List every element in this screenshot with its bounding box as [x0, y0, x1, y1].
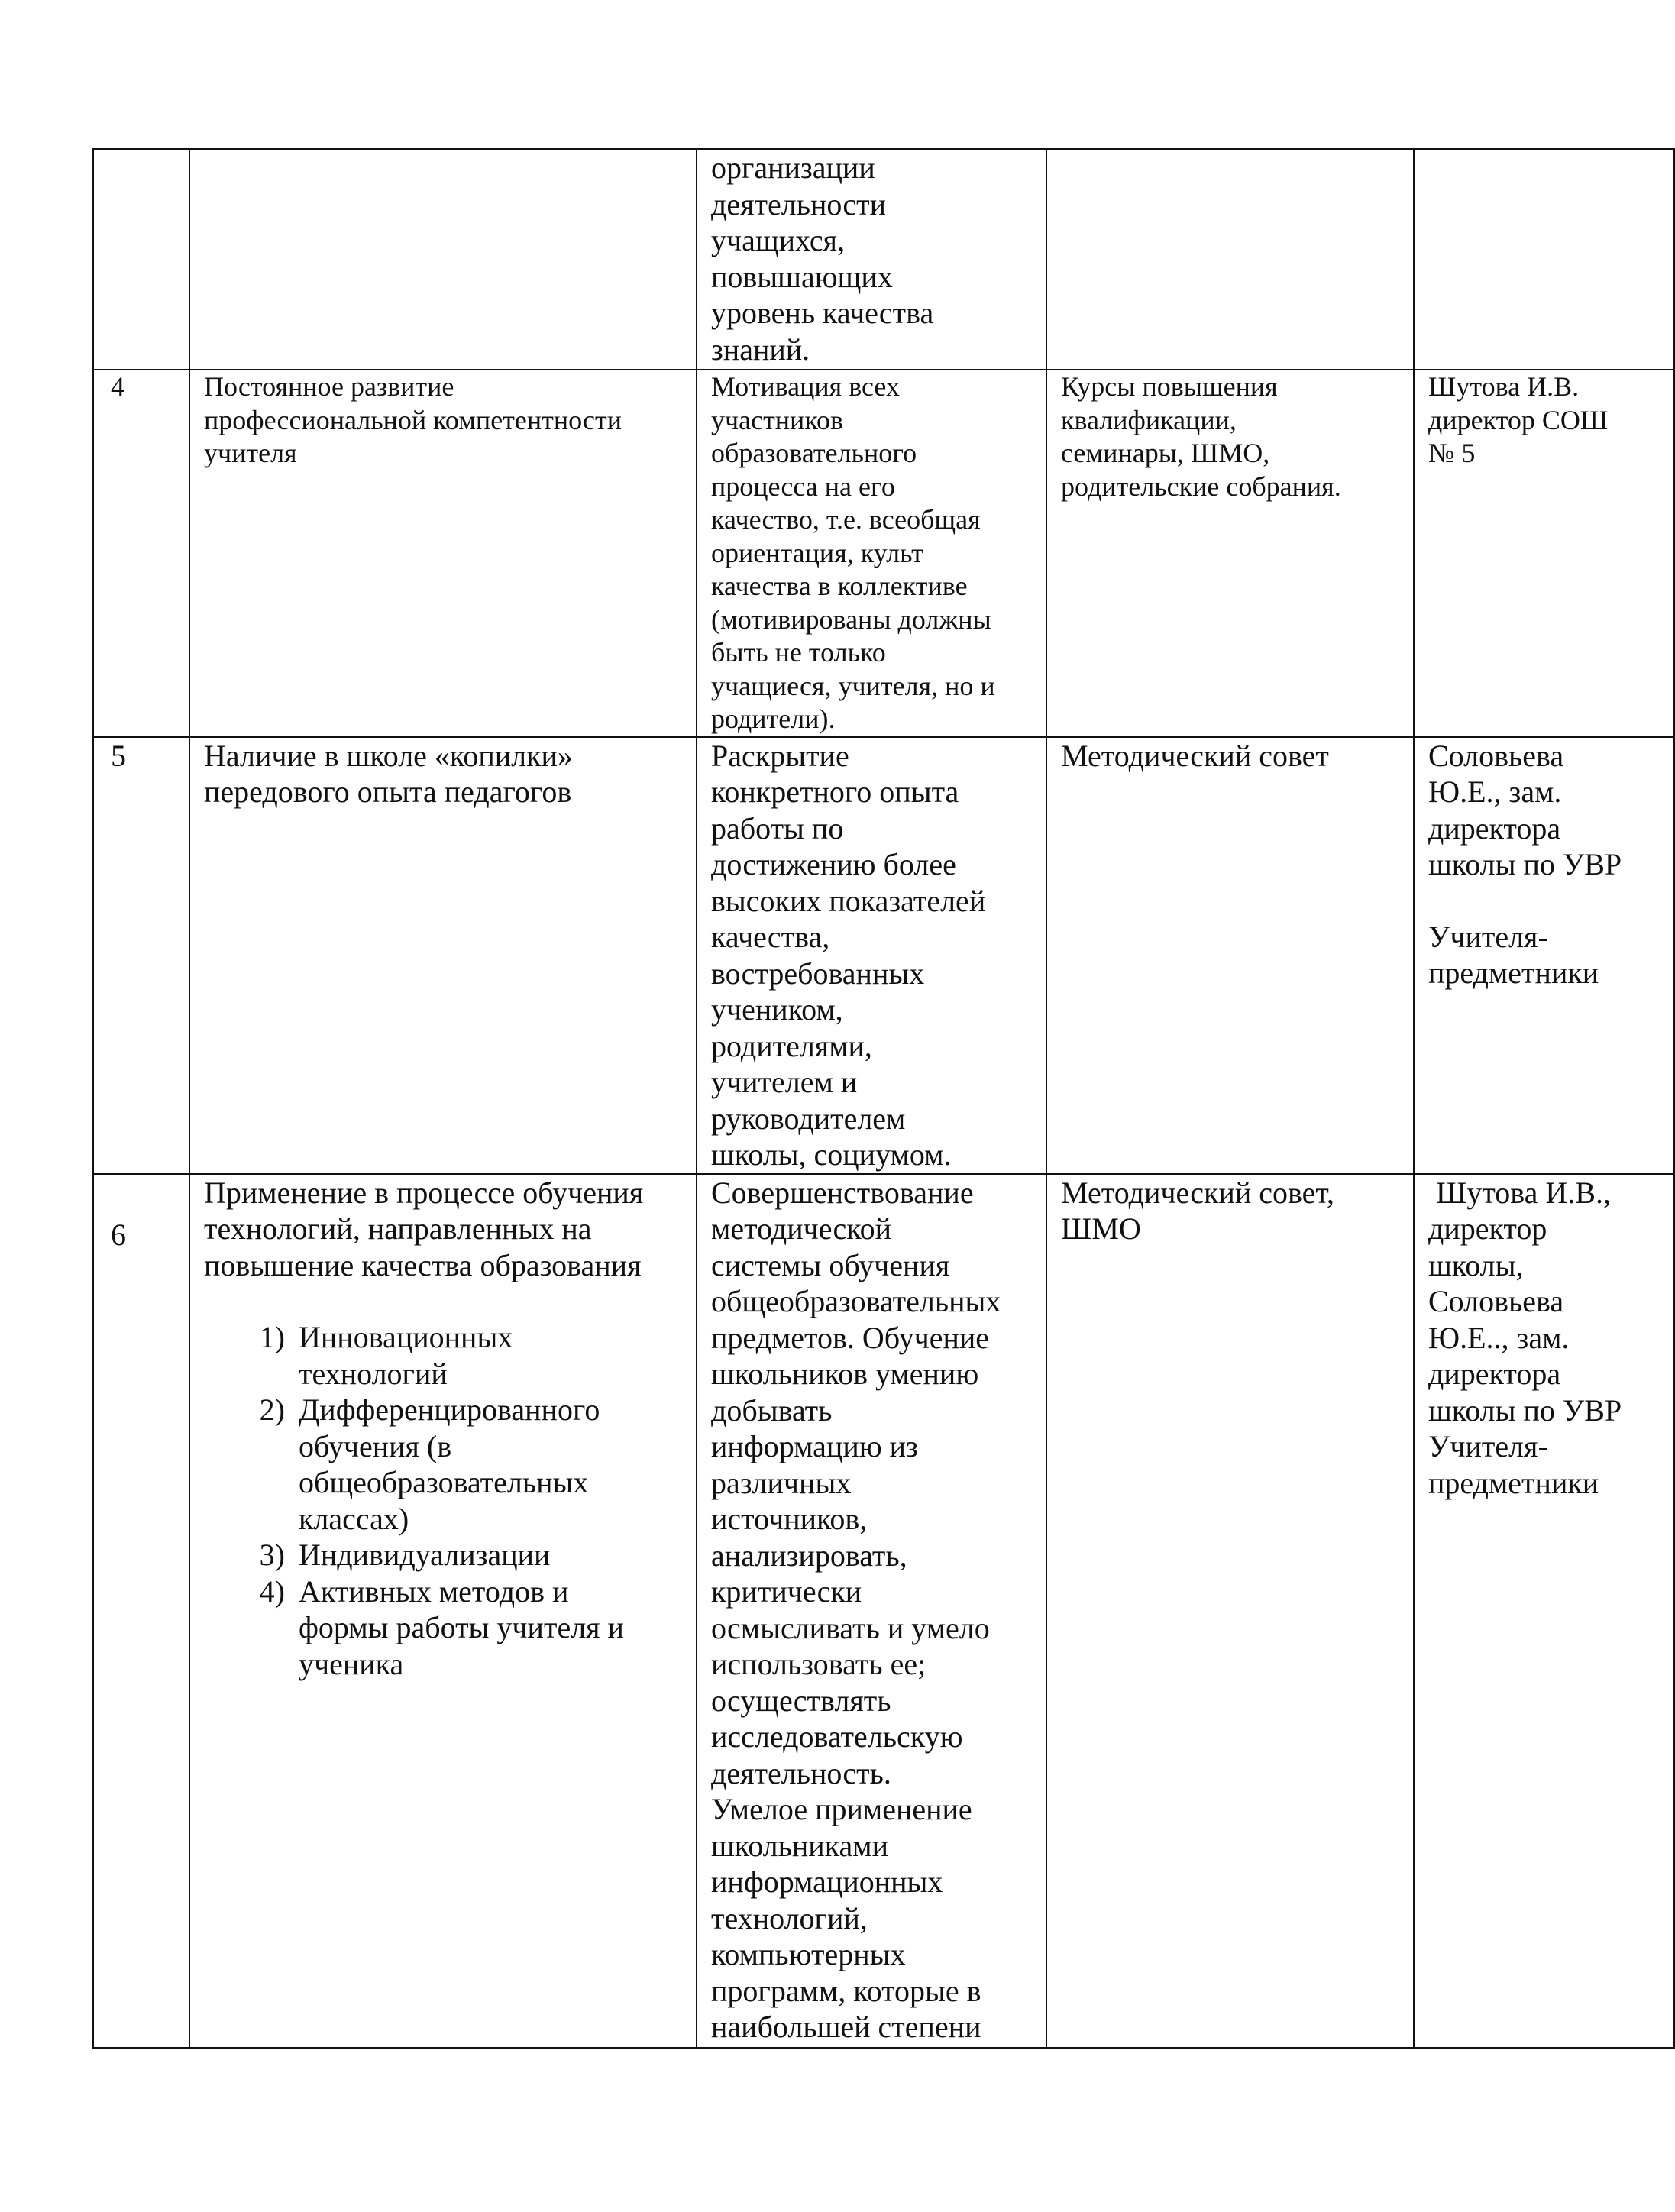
forms-cell: [1046, 370, 1414, 737]
text-line: (мотивированы должны: [711, 603, 991, 635]
text-line: компьютерных: [711, 1937, 906, 1971]
text-line: использовать ее;: [711, 1647, 926, 1681]
responsible-cell: [1414, 737, 1674, 1174]
text-line: обучения (в: [299, 1428, 452, 1463]
text-line: Инновационных: [299, 1320, 513, 1354]
criterion-cell: [189, 149, 697, 370]
text-line: осуществлять: [711, 1683, 891, 1718]
description-cell: [697, 1174, 1046, 2048]
text-line: Методический совет,: [1061, 1175, 1334, 1210]
text-line: повышающих: [711, 259, 893, 294]
text-line: источников,: [711, 1502, 868, 1536]
text-line: добывать: [711, 1392, 833, 1428]
text-line: семинары, ШМО,: [1061, 438, 1270, 468]
text-line: Соловьева: [1428, 738, 1564, 773]
text-line: Наличие в школе «копилки»: [204, 738, 573, 773]
text-line: Ю.Е., зам.: [1428, 775, 1562, 809]
text-line: школы,: [1428, 1247, 1524, 1282]
list-item-number: 4): [259, 1573, 285, 1609]
text-line: Постоянное развитие: [204, 371, 454, 402]
text-line: директора: [1428, 810, 1561, 846]
list-item-number: 1): [259, 1320, 285, 1354]
text-line: передового опыта педагогов: [204, 775, 572, 809]
text-line: организации: [711, 150, 875, 185]
text-line: Учителя-: [1428, 919, 1548, 954]
text-line: осмысливать и умело: [711, 1610, 990, 1645]
document-table: [92, 148, 1675, 2049]
text-line: повышение качества образования: [204, 1247, 642, 1282]
text-line: ориентация, культ: [711, 537, 923, 568]
text-line: работы по: [711, 810, 844, 846]
text-line: профессиональной компетентности: [204, 404, 622, 435]
list-item-text: [299, 1392, 688, 1537]
text-line: качества в коллективе: [711, 571, 968, 601]
text-line: школы, социумом.: [711, 1137, 952, 1172]
text-line: Соловьева: [1428, 1284, 1564, 1318]
text-line: анализировать,: [711, 1538, 907, 1573]
text-line: № 5: [1428, 438, 1476, 468]
text-line: различных: [711, 1465, 852, 1500]
text-line: участников: [711, 404, 843, 435]
text-line: классах): [299, 1501, 409, 1536]
paragraph-gap: [204, 1283, 688, 1319]
table-row: [93, 149, 1674, 370]
list-item: [204, 1573, 688, 1683]
text-line: Индивидуализации: [299, 1538, 551, 1572]
text-line: исследовательскую: [711, 1719, 963, 1754]
list-item: [204, 1537, 688, 1573]
text-line: информацию из: [711, 1429, 918, 1463]
text-line: Раскрытие: [711, 738, 849, 773]
row-number: 5: [111, 738, 126, 773]
list-item-text: [299, 1319, 688, 1392]
criterion-cell: [189, 737, 697, 1174]
text-line: деятельности: [711, 186, 886, 222]
text-line: Совершенствование: [711, 1175, 974, 1210]
text-line: общеобразовательных: [299, 1465, 589, 1499]
criterion-cell: [189, 370, 697, 737]
text-line: высоких показателей: [711, 883, 986, 918]
forms-cell: [1046, 737, 1414, 1174]
text-line: Применение в процессе обучения: [204, 1175, 644, 1210]
row-number-cell: [93, 149, 189, 370]
text-line: предметники: [1428, 1465, 1599, 1500]
row-number: 6: [111, 1217, 126, 1252]
text-line: программ, которые в: [711, 1973, 981, 2008]
text-line: процесса на его: [711, 471, 895, 502]
text-line: родители).: [711, 703, 836, 734]
text-line: учителя: [204, 438, 297, 468]
row-number-cell: [93, 370, 189, 737]
list-item-number: 3): [259, 1538, 285, 1572]
forms-cell: [1046, 149, 1414, 370]
text-line: Ю.Е.., зам.: [1428, 1320, 1570, 1355]
text-line: Мотивация всех: [711, 371, 900, 402]
text-line: уровень качества: [711, 296, 934, 330]
text-line: информационных: [711, 1864, 943, 1899]
row-number-cell: [93, 737, 189, 1174]
text-line: учащиеся, учителя, но и: [711, 670, 995, 701]
list-item: [204, 1392, 688, 1537]
text-line: качество, т.е. всеобщая: [711, 504, 981, 535]
text-line: востребованных: [711, 956, 925, 991]
text-line: Дифференцированного: [299, 1392, 600, 1427]
text-line: Шутова И.В.,: [1436, 1175, 1611, 1210]
text-line: родителями,: [711, 1028, 872, 1063]
description-cell: [697, 149, 1046, 370]
text-line: директор СОШ: [1428, 404, 1609, 435]
description-cell: [697, 370, 1046, 737]
text-line: образовательного: [711, 438, 917, 468]
list-item-number: 2): [259, 1392, 285, 1427]
text-line: Активных методов и: [299, 1573, 569, 1609]
text-line: Методический совет: [1061, 738, 1329, 773]
text-line: Учителя-: [1428, 1429, 1548, 1463]
text-line: директор: [1428, 1211, 1547, 1246]
text-line: знаний.: [711, 331, 810, 367]
list-item: [204, 1319, 688, 1392]
paragraph-gap: [1428, 883, 1666, 919]
list-item-text: [299, 1573, 688, 1683]
text-line: предметники: [1428, 956, 1599, 990]
text-line: Шутова И.В.: [1428, 371, 1580, 402]
text-line: школы по УВР: [1428, 1392, 1622, 1428]
text-line: формы работы учителя и: [299, 1610, 624, 1644]
row-number: 4: [111, 371, 124, 402]
technology-list: [204, 1319, 688, 1682]
description-cell: [697, 737, 1046, 1174]
responsible-cell: [1414, 370, 1674, 737]
text-line: руководителем: [711, 1101, 906, 1136]
text-line: Умелое применение: [711, 1792, 972, 1826]
text-line: ШМО: [1061, 1211, 1141, 1246]
text-line: методической: [711, 1211, 892, 1246]
text-line: системы обучения: [711, 1247, 950, 1282]
responsible-cell: [1414, 1174, 1674, 2048]
text-line: наибольшей степени: [711, 2010, 981, 2044]
text-line: общеобразовательных: [711, 1284, 1001, 1318]
text-line: школы по УВР: [1428, 847, 1622, 881]
text-line: критически: [711, 1574, 862, 1609]
table-row: [93, 1174, 1674, 2048]
table-row: [93, 370, 1674, 737]
text-line: школьниками: [711, 1828, 888, 1863]
text-line: технологий, направленных на: [204, 1211, 592, 1246]
row-number-cell: [93, 1174, 189, 2048]
responsible-cell: [1414, 149, 1674, 370]
text-line: родительские собрания.: [1061, 471, 1341, 502]
text-line: конкретного опыта: [711, 775, 959, 809]
text-line: технологий,: [711, 1900, 868, 1936]
text-line: ученика: [299, 1646, 404, 1681]
text-line: быть не только: [711, 637, 886, 668]
text-line: учителем и: [711, 1065, 858, 1099]
text-line: достижению более: [711, 847, 956, 881]
text-line: деятельность.: [711, 1755, 891, 1790]
text-line: Курсы повышения: [1061, 371, 1278, 402]
text-line: квалификации,: [1061, 404, 1237, 435]
text-line: предметов. Обучение: [711, 1320, 990, 1355]
text-line: технологий: [299, 1356, 448, 1391]
criterion-cell: [189, 1174, 697, 2048]
list-item-text: [299, 1537, 688, 1573]
text-line: школьников умению: [711, 1357, 979, 1391]
text-line: учеником,: [711, 992, 843, 1027]
text-line: директора: [1428, 1357, 1561, 1391]
forms-cell: [1046, 1174, 1414, 2048]
table-row: [93, 737, 1674, 1174]
text-line: учащихся,: [711, 223, 846, 257]
text-line: качества,: [711, 920, 830, 954]
